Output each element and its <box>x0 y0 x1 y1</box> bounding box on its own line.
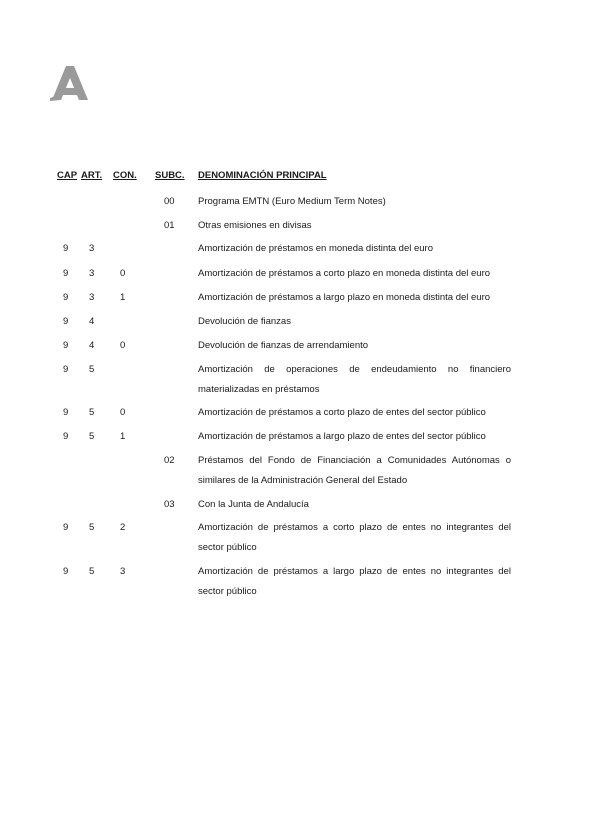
cell-cap: 9 <box>63 566 69 577</box>
cell-denominacion: Amortización de préstamos en moneda distinta del euro <box>198 243 433 254</box>
cell-art: 3 <box>89 243 95 254</box>
cell-art: 4 <box>89 316 95 327</box>
cell-cap: 9 <box>63 522 69 533</box>
cell-con: 0 <box>120 268 126 279</box>
cell-con: 1 <box>120 292 126 303</box>
cell-denominacion: Amortización de préstamos a largo plazo de entes no integrantes del sector público <box>198 566 511 597</box>
header-cap: CAP <box>57 170 78 181</box>
cell-cap: 9 <box>63 340 69 351</box>
cell-art: 5 <box>89 407 95 418</box>
cell-denominacion: Devolución de fianzas de arrendamiento <box>198 340 369 351</box>
cell-con: 3 <box>120 566 126 577</box>
cell-denominacion: Amortización de préstamos a corto plazo de entes no integrantes del sector público <box>198 522 511 553</box>
junta-andalucia-logo <box>50 66 90 102</box>
cell-art: 3 <box>89 292 95 303</box>
header-subc: SUBC. <box>155 170 185 181</box>
cell-cap: 9 <box>63 407 69 418</box>
table-header <box>0 170 600 186</box>
cell-denominacion: Amortización de préstamos a largo plazo de entes del sector público <box>198 431 486 442</box>
cell-denominacion: Préstamos del Fondo de Financiación a Comunidades Autónomas o similares de la Administración General del Estado <box>198 455 511 486</box>
cell-denominacion: Devolución de fianzas <box>198 316 291 327</box>
cell-art: 5 <box>89 431 95 442</box>
cell-subc: 03 <box>164 499 175 510</box>
cell-art: 4 <box>89 340 95 351</box>
cell-art: 5 <box>89 522 95 533</box>
cell-denominacion: Amortización de préstamos a corto plazo de entes del sector público <box>198 407 486 418</box>
cell-art: 5 <box>89 364 95 375</box>
cell-denominacion: Amortización de préstamos a corto plazo en moneda distinta del euro <box>198 268 491 279</box>
cell-cap: 9 <box>63 243 69 254</box>
cell-con: 0 <box>120 407 126 418</box>
cell-cap: 9 <box>63 292 69 303</box>
a-logo-icon <box>50 66 90 102</box>
cell-denominacion: Con la Junta de Andalucía <box>198 499 309 510</box>
cell-con: 0 <box>120 340 126 351</box>
cell-cap: 9 <box>63 431 69 442</box>
cell-art: 3 <box>89 268 95 279</box>
cell-cap: 9 <box>63 364 69 375</box>
header-con: CON. <box>113 170 137 181</box>
cell-subc: 02 <box>164 455 175 466</box>
cell-con: 1 <box>120 431 126 442</box>
cell-cap: 9 <box>63 268 69 279</box>
cell-denominacion: Amortización de operaciones de endeudamiento no financiero materializadas en préstamos <box>198 364 511 395</box>
cell-denominacion: Programa EMTN (Euro Medium Term Notes) <box>198 196 386 207</box>
cell-denominacion: Amortización de préstamos a largo plazo en moneda distinta del euro <box>198 292 491 303</box>
header-denominacion: DENOMINACIÓN PRINCIPAL <box>198 170 327 181</box>
header-art: ART. <box>81 170 103 181</box>
cell-subc: 01 <box>164 220 175 231</box>
cell-denominacion: Otras emisiones en divisas <box>198 220 312 231</box>
cell-con: 2 <box>120 522 126 533</box>
cell-art: 5 <box>89 566 95 577</box>
cell-subc: 00 <box>164 196 175 207</box>
cell-cap: 9 <box>63 316 69 327</box>
